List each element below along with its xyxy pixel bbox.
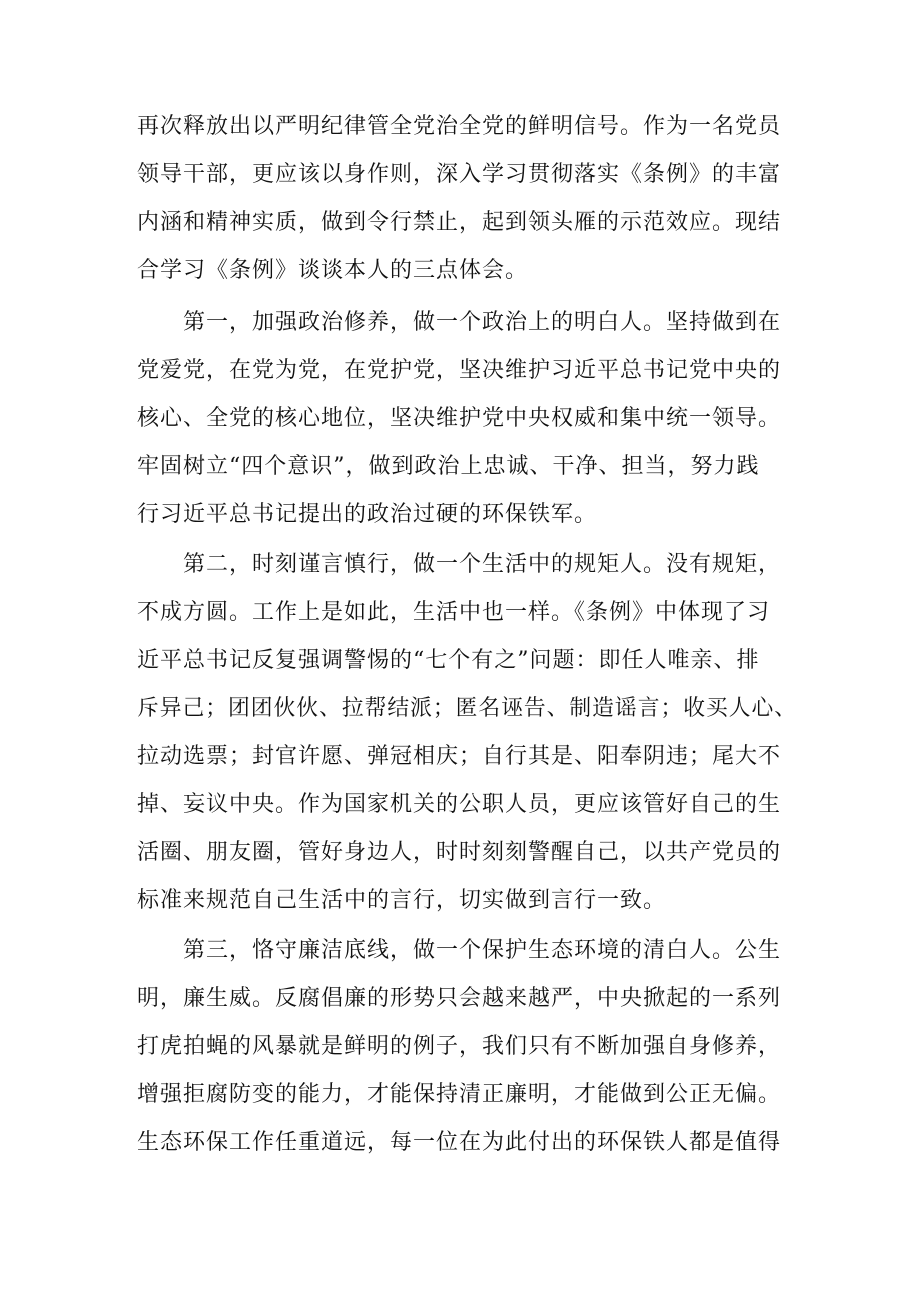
paragraph-2-line-4: 牢固树立“四个意识”，做到政治上忠诚、干净、担当，努力践 (137, 454, 760, 479)
paragraph-3-line-4: 斥异己；团团伙伙、拉帮结派；匿名诬告、制造谣言；收买人心、 (137, 696, 798, 721)
paragraph-3-line-1: 第二，时刻谨言慎行，做一个生活中的规矩人。没有规矩， (183, 552, 782, 577)
paragraph-4-line-4: 增强拒腐防变的能力，才能保持清正廉明，才能做到公正无偏。 (137, 1082, 782, 1107)
paragraph-3-line-8: 标准来规范自己生活中的言行，切实做到言行一致。 (137, 888, 667, 913)
paragraph-4-line-2: 明，廉生威。反腐倡廉的形势只会越来越严，中央掀起的一系列 (137, 986, 782, 1011)
paragraph-3-line-3: 近平总书记反复强调警惕的“七个有之”问题：即任人唯亲、排 (137, 648, 760, 673)
paragraph-2-line-2: 党爱党，在党为党，在党护党，坚决维护习近平总书记党中央的 (137, 358, 782, 383)
paragraph-3-line-7: 活圈、朋友圈，管好身边人，时时刻刻警醒自己，以共产党员的 (137, 840, 782, 865)
paragraph-3-line-2: 不成方圆。工作上是如此，生活中也一样。《条例》中体现了习 (137, 600, 771, 625)
paragraph-1-line-4: 合学习《条例》谈谈本人的三点体会。 (137, 258, 529, 283)
paragraph-1-line-2: 领导干部，更应该以身作则，深入学习贯彻落实《条例》的丰富 (137, 162, 782, 187)
paragraph-3-line-5: 拉动选票；封官许愿、弹冠相庆；自行其是、阳奉阴违；尾大不 (137, 744, 782, 769)
paragraph-2-line-3: 核心、全党的核心地位，坚决维护党中央权威和集中统一领导。 (137, 406, 782, 431)
paragraph-1-line-3: 内涵和精神实质，做到令行禁止，起到领头雁的示范效应。现结 (137, 210, 782, 235)
paragraph-4-line-5: 生态环保工作任重道远，每一位在为此付出的环保铁人都是值得 (137, 1130, 782, 1155)
paragraph-4-line-3: 打虎拍蝇的风暴就是鲜明的例子，我们只有不断加强自身修养， (137, 1034, 782, 1059)
paragraph-2-line-1: 第一，加强政治修养，做一个政治上的明白人。坚持做到在 (183, 310, 782, 335)
paragraph-2-line-5: 行习近平总书记提出的政治过硬的环保铁军。 (137, 502, 598, 527)
paragraph-3-line-6: 掉、妄议中央。作为国家机关的公职人员，更应该管好自己的生 (137, 792, 782, 817)
paragraph-4-line-1: 第三，恪守廉洁底线，做一个保护生态环境的清白人。公生 (183, 938, 782, 963)
paragraph-1-line-1: 再次释放出以严明纪律管全党治全党的鲜明信号。作为一名党员 (137, 114, 782, 139)
